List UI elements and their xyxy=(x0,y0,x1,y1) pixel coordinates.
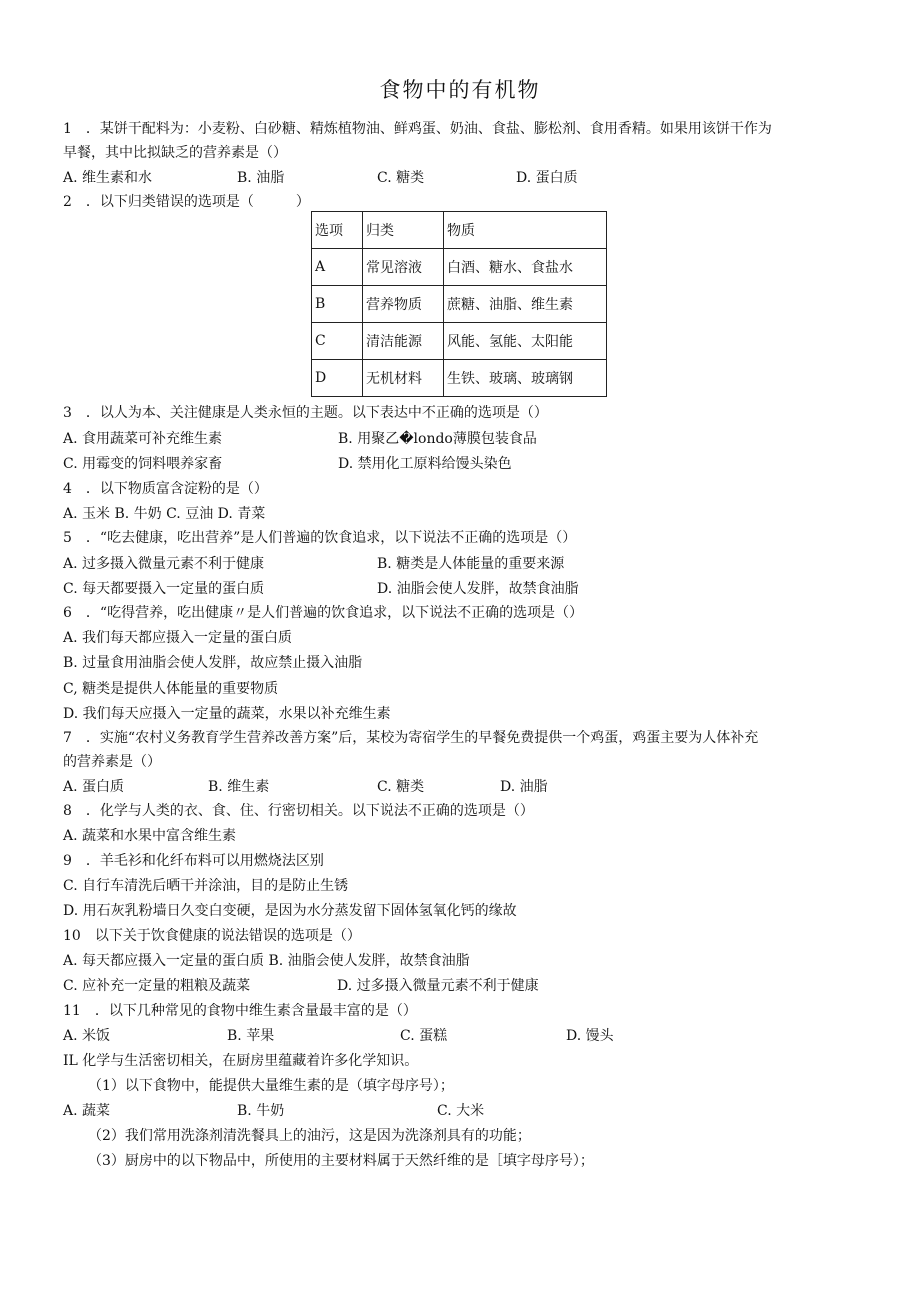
table-header-cell: 物质 xyxy=(444,212,607,249)
q9-stem: 9 ．羊毛衫和化纤布料可以用燃烧法区别 xyxy=(63,853,324,869)
q10-option-d: D. 过多摄入微量元素不利于健康 xyxy=(337,978,539,994)
q3-option-b: B. 用聚乙�londo薄膜包装食品 xyxy=(338,431,537,447)
table-cell: 无机材料 xyxy=(363,360,444,397)
q4-stem: 4 ．以下物质富含淀粉的是（） xyxy=(63,481,268,497)
q9-option-c: C. 自行车清洗后晒干并涂油，目的是防止生锈 xyxy=(63,878,349,894)
q11-stem: 11 ．以下几种常见的食物中维生素含量最丰富的是（） xyxy=(63,1003,417,1019)
q6-stem: 6 ．“吃得营养，吃出健康〃是人们普遍的饮食追求，以下说法不正确的选项是（） xyxy=(63,605,584,621)
q3-stem: 3 ．以人为本、关注健康是人类永恒的主题。以下表达中不正确的选项是（） xyxy=(63,405,548,421)
q8-option-a: A. 蔬菜和水果中富含维生素 xyxy=(63,828,237,844)
q6-option-a: A. 我们每天都应摄入一定量的蛋白质 xyxy=(63,630,293,646)
q11-option-a: A. 米饭 xyxy=(63,1028,111,1044)
q12-sub1-option-c: C. 大米 xyxy=(437,1103,485,1119)
table-header-row xyxy=(312,212,607,249)
q5-option-a: A. 过多摄入微量元素不利于健康 xyxy=(63,556,265,572)
table-cell: 生铁、玻璃、玻璃钢 xyxy=(444,360,607,397)
q3-option-d: D. 禁用化工原料给馒头染色 xyxy=(338,456,512,472)
table-cell: B xyxy=(312,286,363,323)
q6-option-c: C, 糖类是提供人体能量的重要物质 xyxy=(63,681,279,697)
q8-stem: 8 ．化学与人类的衣、食、住、行密切相关。以下说法不正确的选项是（） xyxy=(63,803,534,819)
q7-stem-line2: 的营养素是（） xyxy=(63,754,161,770)
table-cell: 营养物质 xyxy=(363,286,444,323)
table-row xyxy=(312,360,607,397)
q7-option-c: C. 糖类 xyxy=(377,779,425,795)
q7-stem-line1: 7 ．实施“农村义务教育学生营养改善方案”后，某校为寄宿学生的早餐免费提供一个鸡蛋，鸡蛋主要为人体补充 xyxy=(63,730,759,746)
table-cell: 蔗糖、油脂、维生素 xyxy=(444,286,607,323)
q5-option-c: C. 每天都要摄入一定量的蛋白质 xyxy=(63,581,265,597)
q10-stem: 10 以下关于饮食健康的说法错误的选项是（） xyxy=(63,928,361,944)
q10-option-c: C. 应补充一定量的粗粮及蔬菜 xyxy=(63,978,251,994)
q7-option-d: D. 油脂 xyxy=(500,779,548,795)
q11-option-d: D. 馒头 xyxy=(566,1028,614,1044)
q6-option-b: B. 过量食用油脂会使人发胖，故应禁止摄入油脂 xyxy=(63,655,363,671)
table-header-cell: 归类 xyxy=(363,212,444,249)
q7-option-a: A. 蛋白质 xyxy=(63,779,125,795)
q2-stem: 2 ．以下归类错误的选项是（ ） xyxy=(63,194,310,210)
table-cell: C xyxy=(312,323,363,360)
table-cell: 风能、氢能、太阳能 xyxy=(444,323,607,360)
q1-option-a: A. 维生素和水 xyxy=(63,170,153,186)
q11-option-c: C. 蛋糕 xyxy=(400,1028,448,1044)
q5-option-b: B. 糖类是人体能量的重要来源 xyxy=(377,556,565,572)
q12-sub1-option-b: B. 牛奶 xyxy=(237,1103,285,1119)
q1-stem-line1: 1 ．某饼干配料为：小麦粉、白砂糖、精炼植物油、鲜鸡蛋、奶油、食盐、膨松剂、食用香精。如果用该饼干作为 xyxy=(63,121,772,137)
q10-options-ab: A. 每天都应摄入一定量的蛋白质 B. 油脂会使人发胖，故禁食油脂 xyxy=(63,953,470,969)
table-cell: A xyxy=(312,249,363,286)
q2-table xyxy=(311,211,607,397)
q9-option-d: D. 用石灰乳粉墙日久变白变硬，是因为水分蒸发留下固体氢氧化钙的缘故 xyxy=(63,903,517,919)
q12-sub2: （2）我们常用洗涤剂清洗餐具上的油污，这是因为洗涤剂具有的功能； xyxy=(88,1128,531,1144)
q5-stem: 5 ．“吃去健康，吃出营养”是人们普遍的饮食追求，以下说法不正确的选项是（） xyxy=(63,530,577,546)
page-title: 食物中的有机物 xyxy=(379,78,541,102)
q11-option-b: B. 苹果 xyxy=(227,1028,275,1044)
q12-stem: IL 化学与生活密切相关，在厨房里蕴藏着许多化学知识。 xyxy=(63,1053,419,1069)
q5-option-d: D. 油脂会使人发胖，故禁食油脂 xyxy=(377,581,579,597)
q1-option-c: C. 糖类 xyxy=(377,170,425,186)
table-row xyxy=(312,249,607,286)
q12-sub3: （3）厨房中的以下物品中，所使用的主要材料属于天然纤维的是［填字母序号）； xyxy=(88,1153,594,1169)
q4-options: A. 玉米 B. 牛奶 C. 豆油 D. 青菜 xyxy=(63,506,266,522)
q1-stem-line2: 早餐，其中比拟缺乏的营养素是（） xyxy=(63,145,287,161)
q6-option-d: D. 我们每天应摄入一定量的蔬菜，水果以补充维生素 xyxy=(63,706,391,722)
table-row xyxy=(312,286,607,323)
q7-option-b: B. 维生素 xyxy=(208,779,270,795)
table-header-cell: 选项 xyxy=(312,212,363,249)
q3-option-c: C. 用霉变的饲料喂养家畜 xyxy=(63,456,223,472)
q3-option-a: A. 食用蔬菜可补充维生素 xyxy=(63,431,223,447)
table-row xyxy=(312,323,607,360)
q12-sub1-option-a: A. 蔬菜 xyxy=(63,1103,111,1119)
q1-option-d: D. 蛋白质 xyxy=(516,170,578,186)
table-cell: 清洁能源 xyxy=(363,323,444,360)
q1-option-b: B. 油脂 xyxy=(237,170,285,186)
table-cell: 常见溶液 xyxy=(363,249,444,286)
table-cell: D xyxy=(312,360,363,397)
q12-sub1: （1）以下食物中，能提供大量维生素的是（填字母序号）； xyxy=(88,1078,454,1094)
table-cell: 白酒、糖水、食盐水 xyxy=(444,249,607,286)
